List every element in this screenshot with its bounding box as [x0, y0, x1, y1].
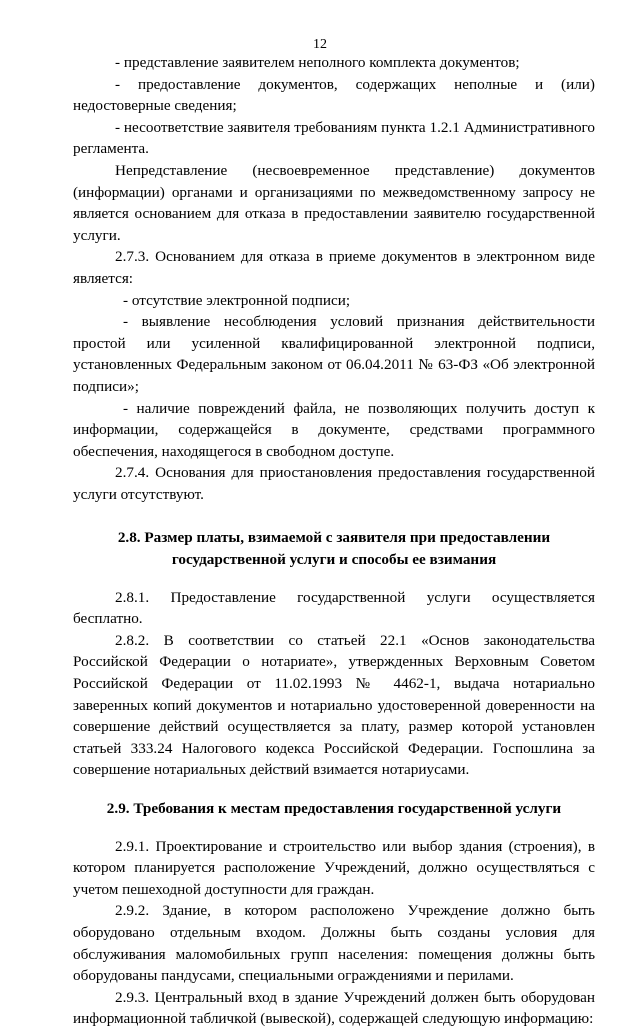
- page-number: 12: [313, 37, 327, 52]
- document-body: [73, 52, 595, 1030]
- paragraph: 2.8.2. В соответствии со статьей 22.1 «Основ законодательства Российской Федерации о нотариате», утвержденных Верховным Советом Российской Федерации от 11.02.1993 № 4462-1, выдача нотариально заверенных копий документов и нотариально удостоверенной доверенности на совершение действий осуществляется за плату, размер которой установлен статьей 333.24 Налогового кодекса Российской Федерации. Госпошлина за совершение нотариальных действий взимается нотариусами.: [73, 631, 595, 779]
- paragraph: 2.9.1. Проектирование и строительство или выбор здания (строения), в котором планируется расположение Учреждений, должно осуществляться с учетом пешеходной доступности для граждан.: [73, 837, 595, 898]
- paragraph: 2.9.2. Здание, в котором расположено Учреждение должно быть оборудовано отдельным входом. Должны быть созданы условия для обслуживания маломобильных групп населения: помещения должны быть оборудованы пандусами, специальными ограждениями и перилами.: [73, 902, 595, 985]
- paragraph: 2.9.3. Центральный вход в здание Учреждений должен быть оборудован информационной табличкой (вывеской), содержащей следующую информацию:: [73, 988, 595, 1028]
- paragraph: - несоответствие заявителя требованиям пункта 1.2.1 Административного регламента.: [73, 118, 595, 158]
- paragraph: - представление заявителем неполного комплекта документов;: [115, 54, 520, 71]
- paragraph: - выявление несоблюдения условий признания действительности простой или усиленной квалифицированной электронной подписи, установленных Федеральным законом от 06.04.2011 № 63-ФЗ «Об электронной подписи»;: [73, 313, 595, 395]
- paragraph: 2.8.1. Предоставление государственной услуги осуществляется бесплатно.: [73, 588, 595, 628]
- section-heading: 2.9. Требования к местам предоставления государственной услуги: [106, 800, 562, 817]
- paragraph: Непредставление (несвоевременное представление) документов (информации) органами и организациями по межведомственному запросу не является основанием для отказа в предоставлении заявителю государственной услуги.: [73, 161, 595, 244]
- paragraph: - предоставление документов, содержащих неполные и (или) недостоверные сведения;: [73, 75, 595, 115]
- paragraph: 2.7.4. Основания для приостановления предоставления государственной услуги отсутствуют.: [73, 464, 595, 503]
- paragraph: 2.7.3. Основанием для отказа в приеме документов в электронном виде является:: [73, 248, 595, 287]
- paragraph: - наличие повреждений файла, не позволяющих получить доступ к информации, содержащейся в документе, средствами программного обеспечения, находящегося в свободном доступе.: [73, 399, 595, 460]
- paragraph: - отсутствие электронной подписи;: [123, 291, 351, 309]
- section-heading: 2.8. Размер платы, взимаемой с заявителя при предоставлении государственной услуги и способы ее взимания: [117, 529, 551, 569]
